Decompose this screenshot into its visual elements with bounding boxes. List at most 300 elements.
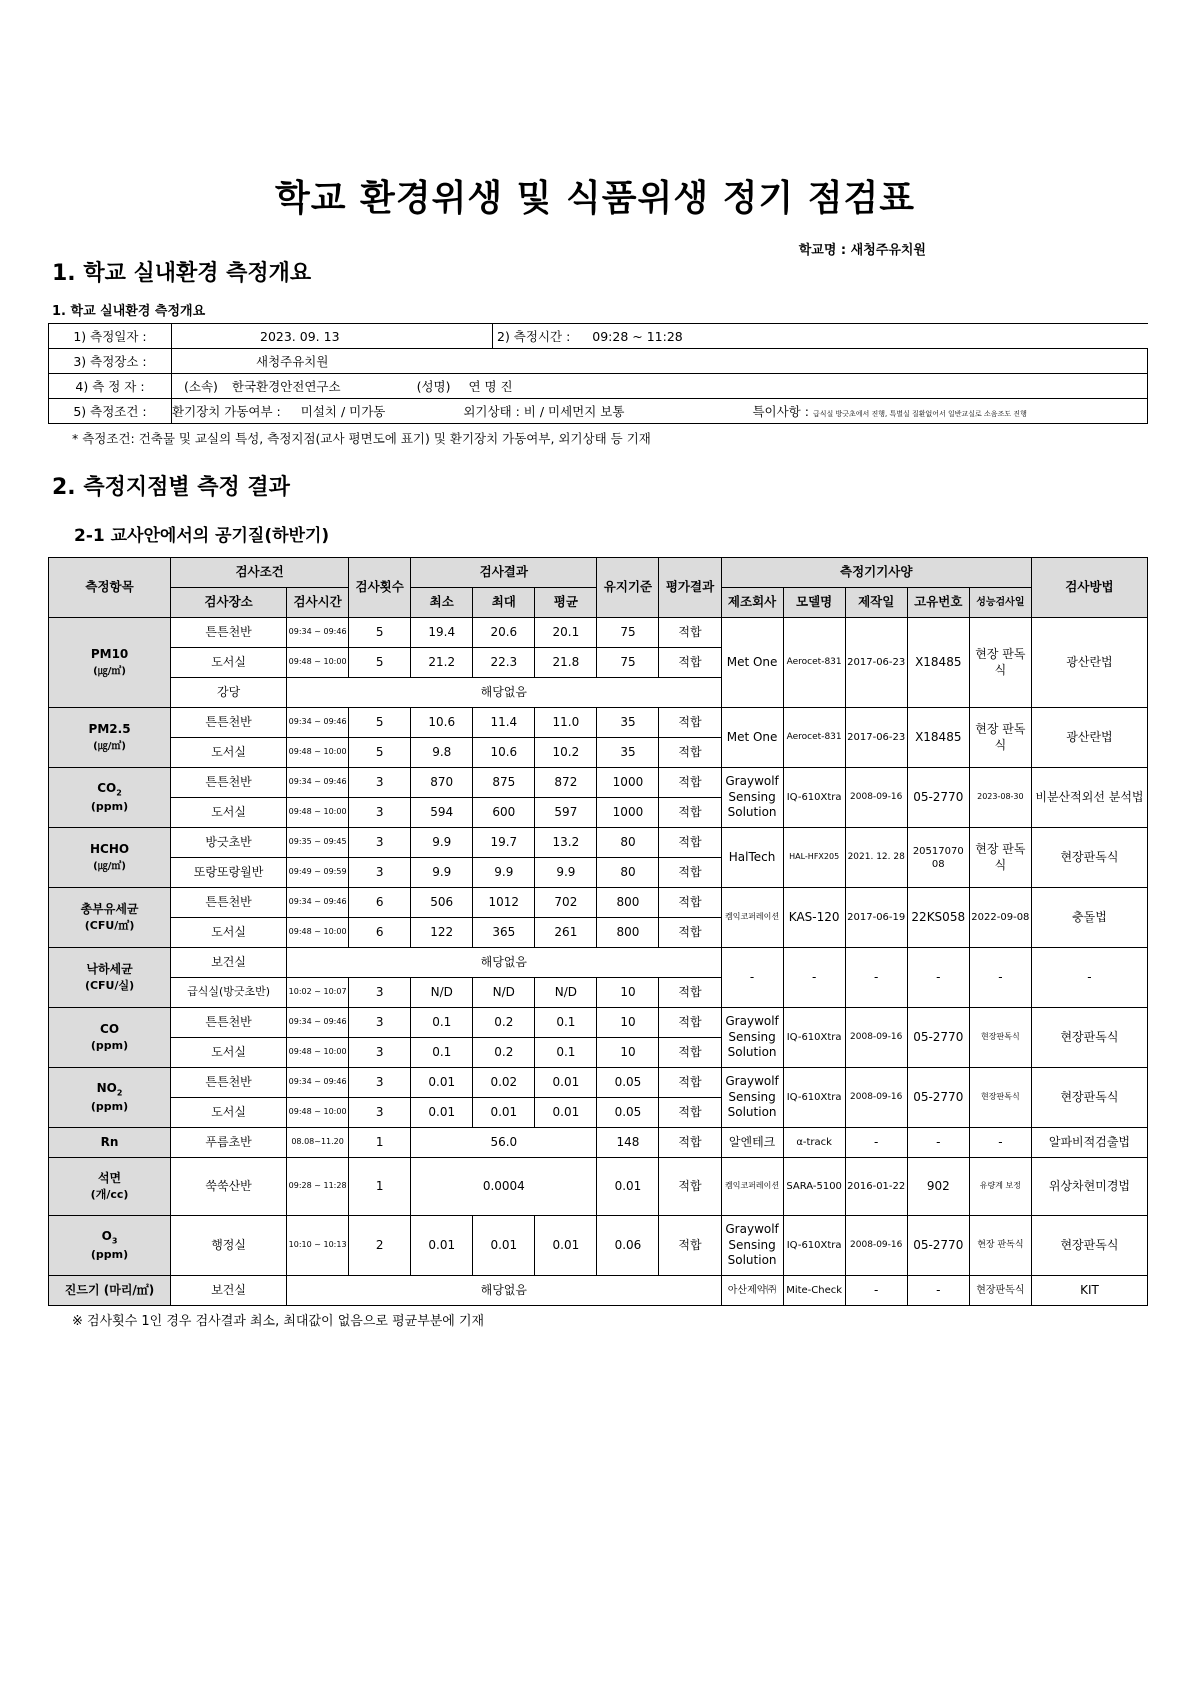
place-cell: 튼튼천반 (171, 1068, 287, 1098)
hdr-maker: 제조회사 (721, 588, 783, 618)
eval-cell: 적합 (659, 858, 721, 888)
hdr-item: 측정항목 (49, 558, 171, 618)
made-cell: 2017-06-19 (845, 888, 907, 948)
max-cell: 0.02 (473, 1068, 535, 1098)
table-row (49, 618, 1148, 648)
serial-cell: - (907, 948, 969, 1008)
model-cell: KAS-120 (783, 888, 845, 948)
date-label: 1) 측정일자 : (49, 324, 172, 349)
serial-cell: 05-2770 (907, 1068, 969, 1128)
hdr-perf: 성능검사일 (969, 588, 1031, 618)
method-cell: 현장판독식 (1031, 1068, 1147, 1128)
eval-cell: 적합 (659, 618, 721, 648)
item-name: 석면 (97, 1170, 122, 1185)
std-cell: 75 (597, 648, 659, 678)
std-cell: 148 (597, 1128, 659, 1158)
remark-label: 특이사항 : (752, 404, 809, 419)
std-cell: 75 (597, 618, 659, 648)
cond-label: 5) 측정조건 : (49, 399, 172, 424)
eval-cell: 적합 (659, 1216, 721, 1276)
hdr-model: 모델명 (783, 588, 845, 618)
made-cell: 2008-09-16 (845, 1008, 907, 1068)
item-bacteria (49, 888, 171, 948)
item-name: HCHO (90, 841, 130, 856)
count-cell: 3 (349, 828, 411, 858)
hdr-eval: 평가결과 (659, 558, 721, 618)
perf-cell: 현장판독식 (969, 1008, 1031, 1068)
place-value: 새청주유치원 (172, 349, 1148, 374)
made-cell: 2021. 12. 28 (845, 828, 907, 888)
max-cell: 875 (473, 768, 535, 798)
time-cell: 09:34 ~ 09:46 (287, 618, 349, 648)
na-cell: 해당없음 (287, 1276, 721, 1306)
maker-cell: Met One (721, 708, 783, 768)
count-cell: 3 (349, 858, 411, 888)
std-cell: 800 (597, 918, 659, 948)
time-value: 09:28 ~ 11:28 (592, 329, 683, 344)
made-cell: 2008-09-16 (845, 768, 907, 828)
avg-cell: 10.2 (535, 738, 597, 768)
avg-cell: 702 (535, 888, 597, 918)
table-row (49, 828, 1148, 858)
maker-cell: Graywolf Sensing Solution (721, 768, 783, 828)
count-cell: 5 (349, 708, 411, 738)
na-cell: 해당없음 (287, 678, 721, 708)
affil-value: 한국환경안전연구소 (231, 379, 341, 394)
person-cell (172, 374, 1148, 399)
item-mite: 진드기 (마리/㎡) (49, 1276, 171, 1306)
item-name: PM10 (90, 646, 129, 661)
time-cell: 09:34 ~ 09:46 (287, 1008, 349, 1038)
model-cell: IQ-610Xtra (783, 1008, 845, 1068)
hdr-std: 유지기준 (597, 558, 659, 618)
maker-cell: 켐익코퍼레이션 (721, 1158, 783, 1216)
table-row (49, 1008, 1148, 1038)
affil-label: (소속) (184, 379, 218, 394)
vent-label: 환기장치 가동여부 : (172, 404, 281, 419)
eval-cell: 적합 (659, 978, 721, 1008)
table-row (49, 1158, 1148, 1216)
made-cell: 2017-06-23 (845, 708, 907, 768)
place-cell: 도서실 (171, 1038, 287, 1068)
maker-cell: - (721, 948, 783, 1008)
max-cell: 11.4 (473, 708, 535, 738)
eval-cell: 적합 (659, 768, 721, 798)
count-cell: 5 (349, 618, 411, 648)
section2-heading: 2. 측정지점별 측정 결과 (52, 475, 290, 500)
item-name: O (101, 1228, 112, 1243)
serial-cell: 20517070 08 (907, 828, 969, 888)
time-cell: 10:02 ~ 10:07 (287, 978, 349, 1008)
max-cell: 365 (473, 918, 535, 948)
date-value: 2023. 09. 13 (172, 324, 493, 349)
hdr-cond: 검사조건 (171, 558, 349, 588)
model-cell: IQ-610Xtra (783, 768, 845, 828)
max-cell: 22.3 (473, 648, 535, 678)
min-cell: 9.8 (411, 738, 473, 768)
hdr-time: 검사시간 (287, 588, 349, 618)
std-cell: 0.01 (597, 1158, 659, 1216)
item-sub: 3 (111, 1236, 118, 1246)
made-cell: 2017-06-23 (845, 618, 907, 708)
eval-cell: 적합 (659, 1128, 721, 1158)
count-cell: 3 (349, 1098, 411, 1128)
place-cell: 도서실 (171, 738, 287, 768)
method-cell: 광산란법 (1031, 618, 1147, 708)
max-cell: 19.7 (473, 828, 535, 858)
time-cell: 08.08~11.20 (287, 1128, 349, 1158)
min-cell: N/D (411, 978, 473, 1008)
place-cell: 방긋초반 (171, 828, 287, 858)
place-cell: 급식실(방긋초반) (171, 978, 287, 1008)
place-cell: 보건실 (171, 1276, 287, 1306)
eval-cell: 적합 (659, 888, 721, 918)
std-cell: 0.05 (597, 1068, 659, 1098)
serial-cell: X18485 (907, 618, 969, 708)
item-o3 (49, 1216, 171, 1276)
avg-cell: 261 (535, 918, 597, 948)
section1-heading: 1. 학교 실내환경 측정개요 (52, 261, 312, 286)
maker-cell: Met One (721, 618, 783, 708)
perf-cell: 현장 판독식 (969, 828, 1031, 888)
maker-cell: Graywolf Sensing Solution (721, 1068, 783, 1128)
place-cell: 도서실 (171, 648, 287, 678)
time-cell: 09:48 ~ 10:00 (287, 798, 349, 828)
eval-cell: 적합 (659, 648, 721, 678)
max-cell: N/D (473, 978, 535, 1008)
min-cell: 122 (411, 918, 473, 948)
hdr-place: 검사장소 (171, 588, 287, 618)
item-name: CO (97, 780, 117, 795)
avg-cell: 0.01 (535, 1216, 597, 1276)
hdr-avg: 평균 (535, 588, 597, 618)
max-cell: 600 (473, 798, 535, 828)
count-cell: 1 (349, 1158, 411, 1216)
method-cell: 비분산적외선 분석법 (1031, 768, 1147, 828)
item-asbestos (49, 1158, 171, 1216)
eval-cell: 적합 (659, 738, 721, 768)
place-cell: 도서실 (171, 1098, 287, 1128)
avg-cell: 597 (535, 798, 597, 828)
section1-footnote: * 측정조건: 건축물 및 교실의 특성, 측정지점(교사 평면도에 표기) 및 환기장치 가동여부, 외기상태 등 기재 (72, 431, 651, 446)
std-cell: 10 (597, 1038, 659, 1068)
method-cell: 현장판독식 (1031, 1008, 1147, 1068)
hdr-made: 제작일 (845, 588, 907, 618)
min-cell: 0.1 (411, 1008, 473, 1038)
count-cell: 5 (349, 738, 411, 768)
min-cell: 870 (411, 768, 473, 798)
maker-cell: Graywolf Sensing Solution (721, 1216, 783, 1276)
min-cell: 506 (411, 888, 473, 918)
serial-cell: - (907, 1128, 969, 1158)
avg-cell: 20.1 (535, 618, 597, 648)
max-cell: 9.9 (473, 858, 535, 888)
model-cell: IQ-610Xtra (783, 1216, 845, 1276)
method-cell: 충돌법 (1031, 888, 1147, 948)
std-cell: 1000 (597, 768, 659, 798)
time-cell: 09:34 ~ 09:46 (287, 1068, 349, 1098)
item-no2 (49, 1068, 171, 1128)
count-cell: 6 (349, 888, 411, 918)
method-cell: - (1031, 948, 1147, 1008)
item-name: PM2.5 (88, 721, 131, 736)
person-label: 4) 측 정 자 : (49, 374, 172, 399)
made-cell: - (845, 948, 907, 1008)
time-cell: 09:35 ~ 09:45 (287, 828, 349, 858)
item-unit: (ppm) (90, 1099, 129, 1113)
model-cell: SARA-5100 (783, 1158, 845, 1216)
school-name: 학교명 : 새청주유치원 (798, 243, 926, 258)
count-cell: 3 (349, 1068, 411, 1098)
vent-value: 미설치 / 미가동 (300, 404, 386, 419)
avg-cell: 9.9 (535, 858, 597, 888)
count-cell: 6 (349, 918, 411, 948)
place-cell: 튼튼천반 (171, 888, 287, 918)
time-cell: 09:28 ~ 11:28 (287, 1158, 349, 1216)
place-cell: 튼튼천반 (171, 1008, 287, 1038)
min-cell: 9.9 (411, 828, 473, 858)
max-cell: 0.2 (473, 1038, 535, 1068)
place-cell: 튼튼천반 (171, 708, 287, 738)
serial-cell: 05-2770 (907, 1216, 969, 1276)
min-cell: 10.6 (411, 708, 473, 738)
max-cell: 10.6 (473, 738, 535, 768)
item-unit: (ppm) (90, 799, 129, 813)
item-unit: (CFU/㎥) (84, 918, 135, 932)
min-cell: 0.01 (411, 1068, 473, 1098)
model-cell: Aerocet-831 (783, 708, 845, 768)
max-cell: 1012 (473, 888, 535, 918)
count-cell: 3 (349, 798, 411, 828)
table-row (49, 1128, 1148, 1158)
time-cell: 09:48 ~ 10:00 (287, 738, 349, 768)
place-cell: 튼튼천반 (171, 618, 287, 648)
overview-row-place (49, 349, 1148, 374)
item-unit: (㎍/㎥) (93, 860, 126, 872)
max-cell: 0.2 (473, 1008, 535, 1038)
value-cell: 0.0004 (411, 1158, 597, 1216)
time-cell: 09:34 ~ 09:46 (287, 708, 349, 738)
min-cell: 0.01 (411, 1216, 473, 1276)
table-row (49, 1276, 1148, 1306)
maker-cell: HalTech (721, 828, 783, 888)
hdr-equip: 측정기기사양 (721, 558, 1031, 588)
time-cell: 09:48 ~ 10:00 (287, 1038, 349, 1068)
made-cell: 2008-09-16 (845, 1216, 907, 1276)
maker-cell: 알엔테크 (721, 1128, 783, 1158)
place-cell: 도서실 (171, 798, 287, 828)
method-cell: KIT (1031, 1276, 1147, 1306)
item-unit: (개/cc) (90, 1187, 129, 1201)
table-row (49, 708, 1148, 738)
max-cell: 0.01 (473, 1098, 535, 1128)
hdr-min: 최소 (411, 588, 473, 618)
item-pm25 (49, 708, 171, 768)
place-cell: 쑥쑥산반 (171, 1158, 287, 1216)
count-cell: 2 (349, 1216, 411, 1276)
item-co (49, 1008, 171, 1068)
avg-cell: 872 (535, 768, 597, 798)
item-unit: (ppm) (90, 1038, 129, 1052)
section2-subheading: 2-1 교사안에서의 공기질(하반기) (74, 526, 330, 546)
hdr-result: 검사결과 (411, 558, 597, 588)
eval-cell: 적합 (659, 828, 721, 858)
avg-cell: 0.1 (535, 1038, 597, 1068)
cond-cell (172, 399, 1148, 424)
std-cell: 35 (597, 708, 659, 738)
min-cell: 594 (411, 798, 473, 828)
min-cell: 9.9 (411, 858, 473, 888)
time-cell: 10:10 ~ 10:13 (287, 1216, 349, 1276)
maker-cell: 켐익코퍼레이션 (721, 888, 783, 948)
count-cell: 1 (349, 1128, 411, 1158)
item-name: 낙하세균 (86, 961, 133, 976)
item-name: 총부유세균 (80, 901, 139, 916)
eval-cell: 적합 (659, 708, 721, 738)
std-cell: 10 (597, 978, 659, 1008)
table-row (49, 888, 1148, 918)
made-cell: - (845, 1128, 907, 1158)
item-falling (49, 948, 171, 1008)
min-cell: 19.4 (411, 618, 473, 648)
eval-cell: 적합 (659, 1158, 721, 1216)
made-cell: 2016-01-22 (845, 1158, 907, 1216)
hdr-max: 최대 (473, 588, 535, 618)
time-cell: 09:34 ~ 09:46 (287, 768, 349, 798)
name-value: 연 명 진 (468, 379, 513, 394)
perf-cell: 현장 판독식 (969, 708, 1031, 768)
time-cell: 09:48 ~ 10:00 (287, 1098, 349, 1128)
item-sub: 2 (116, 788, 122, 798)
std-cell: 80 (597, 828, 659, 858)
avg-cell: 0.01 (535, 1098, 597, 1128)
overview-row-person (49, 374, 1148, 399)
time-cell (493, 324, 1148, 349)
na-cell: 해당없음 (287, 948, 721, 978)
place-cell: 보건실 (171, 948, 287, 978)
method-cell: 위상차현미경법 (1031, 1158, 1147, 1216)
std-cell: 1000 (597, 798, 659, 828)
item-unit: (㎍/㎥) (93, 665, 126, 677)
overview-table (48, 323, 1148, 424)
eval-cell: 적합 (659, 1008, 721, 1038)
std-cell: 800 (597, 888, 659, 918)
hdr-serial: 고유번호 (907, 588, 969, 618)
time-cell: 09:49 ~ 09:59 (287, 858, 349, 888)
overview-row-cond (49, 399, 1148, 424)
page-title: 학교 환경위생 및 식품위생 정기 점검표 (274, 178, 916, 219)
results-table (48, 557, 1148, 1306)
perf-cell: 현장판독식 (969, 1276, 1031, 1306)
place-cell: 튼튼천반 (171, 768, 287, 798)
avg-cell: N/D (535, 978, 597, 1008)
made-cell: - (845, 1276, 907, 1306)
model-cell: IQ-610Xtra (783, 1068, 845, 1128)
std-cell: 0.05 (597, 1098, 659, 1128)
perf-cell: 현장 판독식 (969, 618, 1031, 708)
time-cell: 09:48 ~ 10:00 (287, 918, 349, 948)
hdr-method: 검사방법 (1031, 558, 1147, 618)
item-co2 (49, 768, 171, 828)
perf-cell: 현장판독식 (969, 1068, 1031, 1128)
weather-value: 외기상태 : 비 / 미세먼지 보통 (463, 404, 625, 419)
item-unit: (CFU/실) (84, 978, 135, 992)
std-cell: 80 (597, 858, 659, 888)
max-cell: 20.6 (473, 618, 535, 648)
section2-footnote: ※ 검사횟수 1인 경우 검사결과 최소, 최대값이 없음으로 평균부분에 기재 (72, 1314, 485, 1329)
section1-subheading: 1. 학교 실내환경 측정개요 (52, 304, 206, 319)
perf-cell: 2022-09-08 (969, 888, 1031, 948)
min-cell: 0.01 (411, 1098, 473, 1128)
place-cell: 강당 (171, 678, 287, 708)
count-cell: 5 (349, 648, 411, 678)
time-cell: 09:48 ~ 10:00 (287, 648, 349, 678)
serial-cell: - (907, 1276, 969, 1306)
time-label: 2) 측정시간 : (497, 329, 571, 344)
perf-cell: 유량계 보정 (969, 1158, 1031, 1216)
table-row (49, 768, 1148, 798)
avg-cell: 0.01 (535, 1068, 597, 1098)
std-cell: 35 (597, 738, 659, 768)
item-unit: (㎍/㎥) (93, 740, 126, 752)
model-cell: α-track (783, 1128, 845, 1158)
count-cell: 3 (349, 1008, 411, 1038)
min-cell: 0.1 (411, 1038, 473, 1068)
serial-cell: 05-2770 (907, 1008, 969, 1068)
item-sub: 2 (116, 1088, 123, 1098)
count-cell: 3 (349, 768, 411, 798)
avg-cell: 13.2 (535, 828, 597, 858)
item-pm10 (49, 618, 171, 708)
perf-cell: - (969, 1128, 1031, 1158)
min-cell: 21.2 (411, 648, 473, 678)
item-name: CO (100, 1021, 120, 1036)
model-cell: - (783, 948, 845, 1008)
max-cell: 0.01 (473, 1216, 535, 1276)
avg-cell: 21.8 (535, 648, 597, 678)
table-row (49, 948, 1148, 978)
maker-cell: 아산제약㈜ (721, 1276, 783, 1306)
eval-cell: 적합 (659, 798, 721, 828)
name-label: (성명) (416, 379, 451, 394)
model-cell: HAL-HFX205 (783, 828, 845, 888)
method-cell: 광산란법 (1031, 708, 1147, 768)
place-label: 3) 측정장소 : (49, 349, 172, 374)
perf-cell: 2023-08-30 (969, 768, 1031, 828)
serial-cell: 05-2770 (907, 768, 969, 828)
model-cell: Aerocet-831 (783, 618, 845, 708)
remark-value: 급식실 방긋초에서 진행, 특별실 질환없어서 일반교실로 소음조도 진행 (812, 410, 1027, 418)
overview-row-date (49, 324, 1148, 349)
eval-cell: 적합 (659, 918, 721, 948)
serial-cell: 22KS058 (907, 888, 969, 948)
serial-cell: 902 (907, 1158, 969, 1216)
method-cell: 알파비적검출법 (1031, 1128, 1147, 1158)
item-rn: Rn (49, 1128, 171, 1158)
place-cell: 또랑또랑월반 (171, 858, 287, 888)
place-cell: 푸름초반 (171, 1128, 287, 1158)
place-cell: 도서실 (171, 918, 287, 948)
time-cell: 09:34 ~ 09:46 (287, 888, 349, 918)
std-cell: 10 (597, 1008, 659, 1038)
eval-cell: 적합 (659, 1098, 721, 1128)
hdr-count: 검사횟수 (349, 558, 411, 618)
serial-cell: X18485 (907, 708, 969, 768)
avg-cell: 11.0 (535, 708, 597, 738)
count-cell: 3 (349, 1038, 411, 1068)
item-unit: (ppm) (90, 1247, 129, 1261)
std-cell: 0.06 (597, 1216, 659, 1276)
